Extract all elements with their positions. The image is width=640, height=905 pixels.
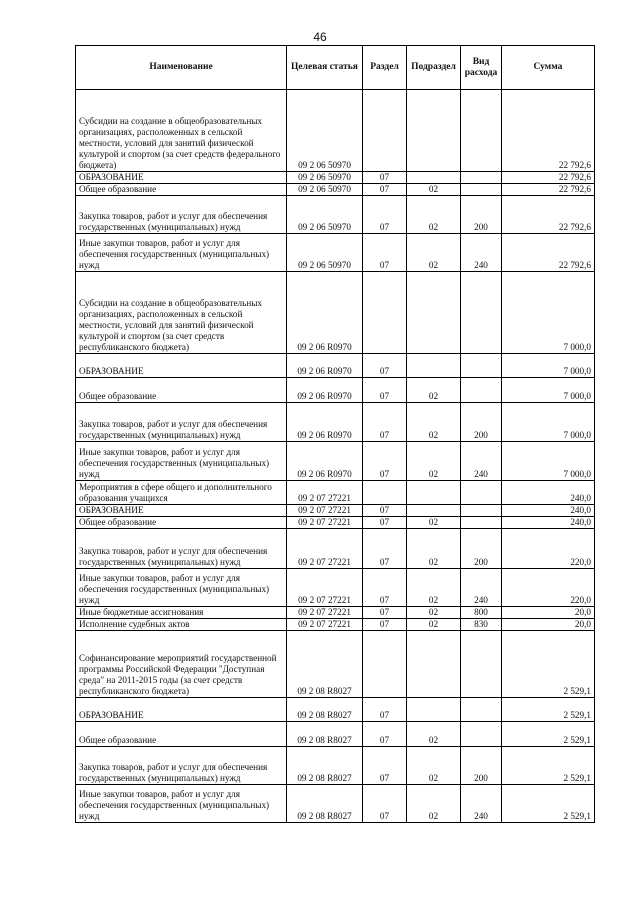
cell-name: Общее образование [76,184,287,196]
cell-amount: 7 000,0 [502,272,595,354]
cell-amount: 7 000,0 [502,354,595,378]
cell-amount: 2 529,1 [502,631,595,698]
cell-subsection: 02 [407,517,461,529]
cell-expense-type: 800 [461,607,502,619]
cell-amount: 2 529,1 [502,722,595,747]
cell-section [363,481,407,505]
cell-expense-type [461,481,502,505]
cell-amount: 2 529,1 [502,698,595,722]
header-expense-type: Вид расхода [461,46,502,90]
table-row [76,631,595,698]
page-number: 46 [313,30,327,44]
cell-subsection: 02 [407,785,461,823]
cell-name: Закупка товаров, работ и услуг для обеспечения государственных (муниципальных) нужд [76,403,287,442]
cell-amount: 20,0 [502,607,595,619]
cell-section [363,631,407,698]
cell-subsection [407,172,461,184]
header-subsection: Подраздел [407,46,461,90]
cell-target-article: 09 2 08 R8027 [287,785,363,823]
cell-expense-type: 240 [461,234,502,272]
cell-name: Мероприятия в сфере общего и дополнительного образования учащихся [76,481,287,505]
cell-section: 07 [363,619,407,631]
cell-name: ОБРАЗОВАНИЕ [76,698,287,722]
cell-subsection [407,505,461,517]
cell-section: 07 [363,234,407,272]
cell-expense-type [461,378,502,403]
cell-amount: 220,0 [502,529,595,569]
cell-name: Иные закупки товаров, работ и услуг для обеспечения государственных (муниципальных) нужд [76,442,287,481]
cell-expense-type: 240 [461,569,502,607]
cell-subsection: 02 [407,619,461,631]
cell-section: 07 [363,505,407,517]
cell-name: ОБРАЗОВАНИЕ [76,172,287,184]
cell-amount: 7 000,0 [502,442,595,481]
cell-section: 07 [363,354,407,378]
table-row [76,354,595,378]
cell-subsection: 02 [407,234,461,272]
cell-subsection: 02 [407,442,461,481]
cell-target-article: 09 2 06 R0970 [287,442,363,481]
cell-name: ОБРАЗОВАНИЕ [76,354,287,378]
cell-expense-type [461,698,502,722]
cell-section: 07 [363,569,407,607]
cell-section: 07 [363,403,407,442]
table-row [76,569,595,607]
cell-target-article: 09 2 07 27221 [287,517,363,529]
cell-amount: 22 792,6 [502,196,595,234]
cell-subsection: 02 [407,569,461,607]
cell-target-article: 09 2 06 R0970 [287,354,363,378]
cell-subsection: 02 [407,184,461,196]
cell-expense-type: 200 [461,529,502,569]
cell-name: Общее образование [76,378,287,403]
cell-expense-type: 240 [461,785,502,823]
cell-subsection: 02 [407,378,461,403]
cell-name: Закупка товаров, работ и услуг для обеспечения государственных (муниципальных) нужд [76,529,287,569]
cell-name: Общее образование [76,722,287,747]
cell-subsection: 02 [407,722,461,747]
cell-amount: 2 529,1 [502,747,595,785]
table-row [76,785,595,823]
cell-expense-type [461,505,502,517]
cell-section: 07 [363,785,407,823]
cell-target-article: 09 2 06 50970 [287,184,363,196]
cell-target-article: 09 2 08 R8027 [287,747,363,785]
cell-amount: 2 529,1 [502,785,595,823]
cell-subsection: 02 [407,196,461,234]
cell-section [363,272,407,354]
cell-expense-type [461,172,502,184]
table-row [76,722,595,747]
cell-section: 07 [363,747,407,785]
cell-amount: 240,0 [502,481,595,505]
cell-expense-type [461,272,502,354]
header-target-article: Целевая статья [287,46,363,90]
cell-amount: 22 792,6 [502,184,595,196]
cell-section: 07 [363,517,407,529]
cell-section: 07 [363,442,407,481]
table-body [76,90,595,823]
cell-expense-type [461,184,502,196]
table-row [76,747,595,785]
cell-name: Иные закупки товаров, работ и услуг для обеспечения государственных (муниципальных) нужд [76,569,287,607]
cell-section: 07 [363,184,407,196]
cell-target-article: 09 2 07 27221 [287,569,363,607]
cell-amount: 20,0 [502,619,595,631]
cell-section: 07 [363,196,407,234]
cell-amount: 22 792,6 [502,90,595,172]
cell-amount: 7 000,0 [502,378,595,403]
cell-expense-type: 200 [461,747,502,785]
cell-name: Субсидии на создание в общеобразовательных организациях, расположенных в сельской местности, условий для занятий физической культурой и спортом (за счет средств федерального бюджета) [76,90,287,172]
cell-expense-type [461,517,502,529]
cell-subsection: 02 [407,529,461,569]
cell-target-article: 09 2 06 R0970 [287,378,363,403]
cell-target-article: 09 2 06 R0970 [287,403,363,442]
cell-target-article: 09 2 06 50970 [287,196,363,234]
cell-subsection: 02 [407,747,461,785]
cell-name: Софинансирование мероприятий государственной программы Российской Федерации "Доступная среда" на 2011-2015 годы (за счет средств республиканского бюджета) [76,631,287,698]
cell-subsection [407,481,461,505]
table-header-row [76,46,595,90]
cell-section: 07 [363,378,407,403]
cell-target-article: 09 2 08 R8027 [287,698,363,722]
cell-name: Закупка товаров, работ и услуг для обеспечения государственных (муниципальных) нужд [76,196,287,234]
cell-section: 07 [363,607,407,619]
cell-expense-type [461,354,502,378]
cell-name: Иные закупки товаров, работ и услуг для обеспечения государственных (муниципальных) нужд [76,785,287,823]
table-row [76,378,595,403]
cell-amount: 7 000,0 [502,403,595,442]
cell-target-article: 09 2 08 R8027 [287,722,363,747]
cell-name: Иные бюджетные ассигнования [76,607,287,619]
cell-section: 07 [363,172,407,184]
table-row [76,481,595,505]
cell-name: Общее образование [76,517,287,529]
cell-name: Закупка товаров, работ и услуг для обеспечения государственных (муниципальных) нужд [76,747,287,785]
cell-expense-type [461,722,502,747]
cell-section: 07 [363,529,407,569]
cell-target-article: 09 2 07 27221 [287,505,363,517]
cell-amount: 220,0 [502,569,595,607]
cell-expense-type: 240 [461,442,502,481]
table-row [76,90,595,172]
table-row [76,172,595,184]
cell-target-article: 09 2 06 R0970 [287,272,363,354]
cell-amount: 240,0 [502,505,595,517]
table-row [76,403,595,442]
cell-subsection [407,90,461,172]
cell-target-article: 09 2 06 50970 [287,90,363,172]
table-row [76,607,595,619]
table-row [76,442,595,481]
cell-amount: 22 792,6 [502,172,595,184]
cell-expense-type [461,90,502,172]
cell-name: Исполнение судебных актов [76,619,287,631]
cell-expense-type: 830 [461,619,502,631]
cell-target-article: 09 2 07 27221 [287,607,363,619]
cell-section: 07 [363,722,407,747]
cell-target-article: 09 2 08 R8027 [287,631,363,698]
table-row [76,698,595,722]
cell-section: 07 [363,698,407,722]
cell-subsection: 02 [407,403,461,442]
header-section: Раздел [363,46,407,90]
table-row [76,529,595,569]
cell-subsection [407,631,461,698]
cell-name: Иные закупки товаров, работ и услуг для обеспечения государственных (муниципальных) нужд [76,234,287,272]
cell-amount: 240,0 [502,517,595,529]
cell-target-article: 09 2 06 50970 [287,172,363,184]
table-row [76,184,595,196]
cell-target-article: 09 2 07 27221 [287,529,363,569]
cell-subsection [407,272,461,354]
table-row [76,234,595,272]
table-row [76,517,595,529]
cell-target-article: 09 2 07 27221 [287,481,363,505]
cell-section [363,90,407,172]
header-amount: Сумма [502,46,595,90]
cell-subsection: 02 [407,607,461,619]
header-name: Наименование [76,46,287,90]
cell-subsection [407,698,461,722]
cell-expense-type: 200 [461,403,502,442]
cell-amount: 22 792,6 [502,234,595,272]
budget-table [75,45,595,823]
cell-expense-type: 200 [461,196,502,234]
table-row [76,272,595,354]
cell-name: ОБРАЗОВАНИЕ [76,505,287,517]
table-row [76,196,595,234]
cell-expense-type [461,631,502,698]
cell-name: Субсидии на создание в общеобразовательных организациях, расположенных в сельской местности, условий для занятий физической культурой и спортом (за счет средств республиканского бюджета) [76,272,287,354]
cell-target-article: 09 2 07 27221 [287,619,363,631]
cell-target-article: 09 2 06 50970 [287,234,363,272]
table-row [76,619,595,631]
cell-subsection [407,354,461,378]
table-row [76,505,595,517]
